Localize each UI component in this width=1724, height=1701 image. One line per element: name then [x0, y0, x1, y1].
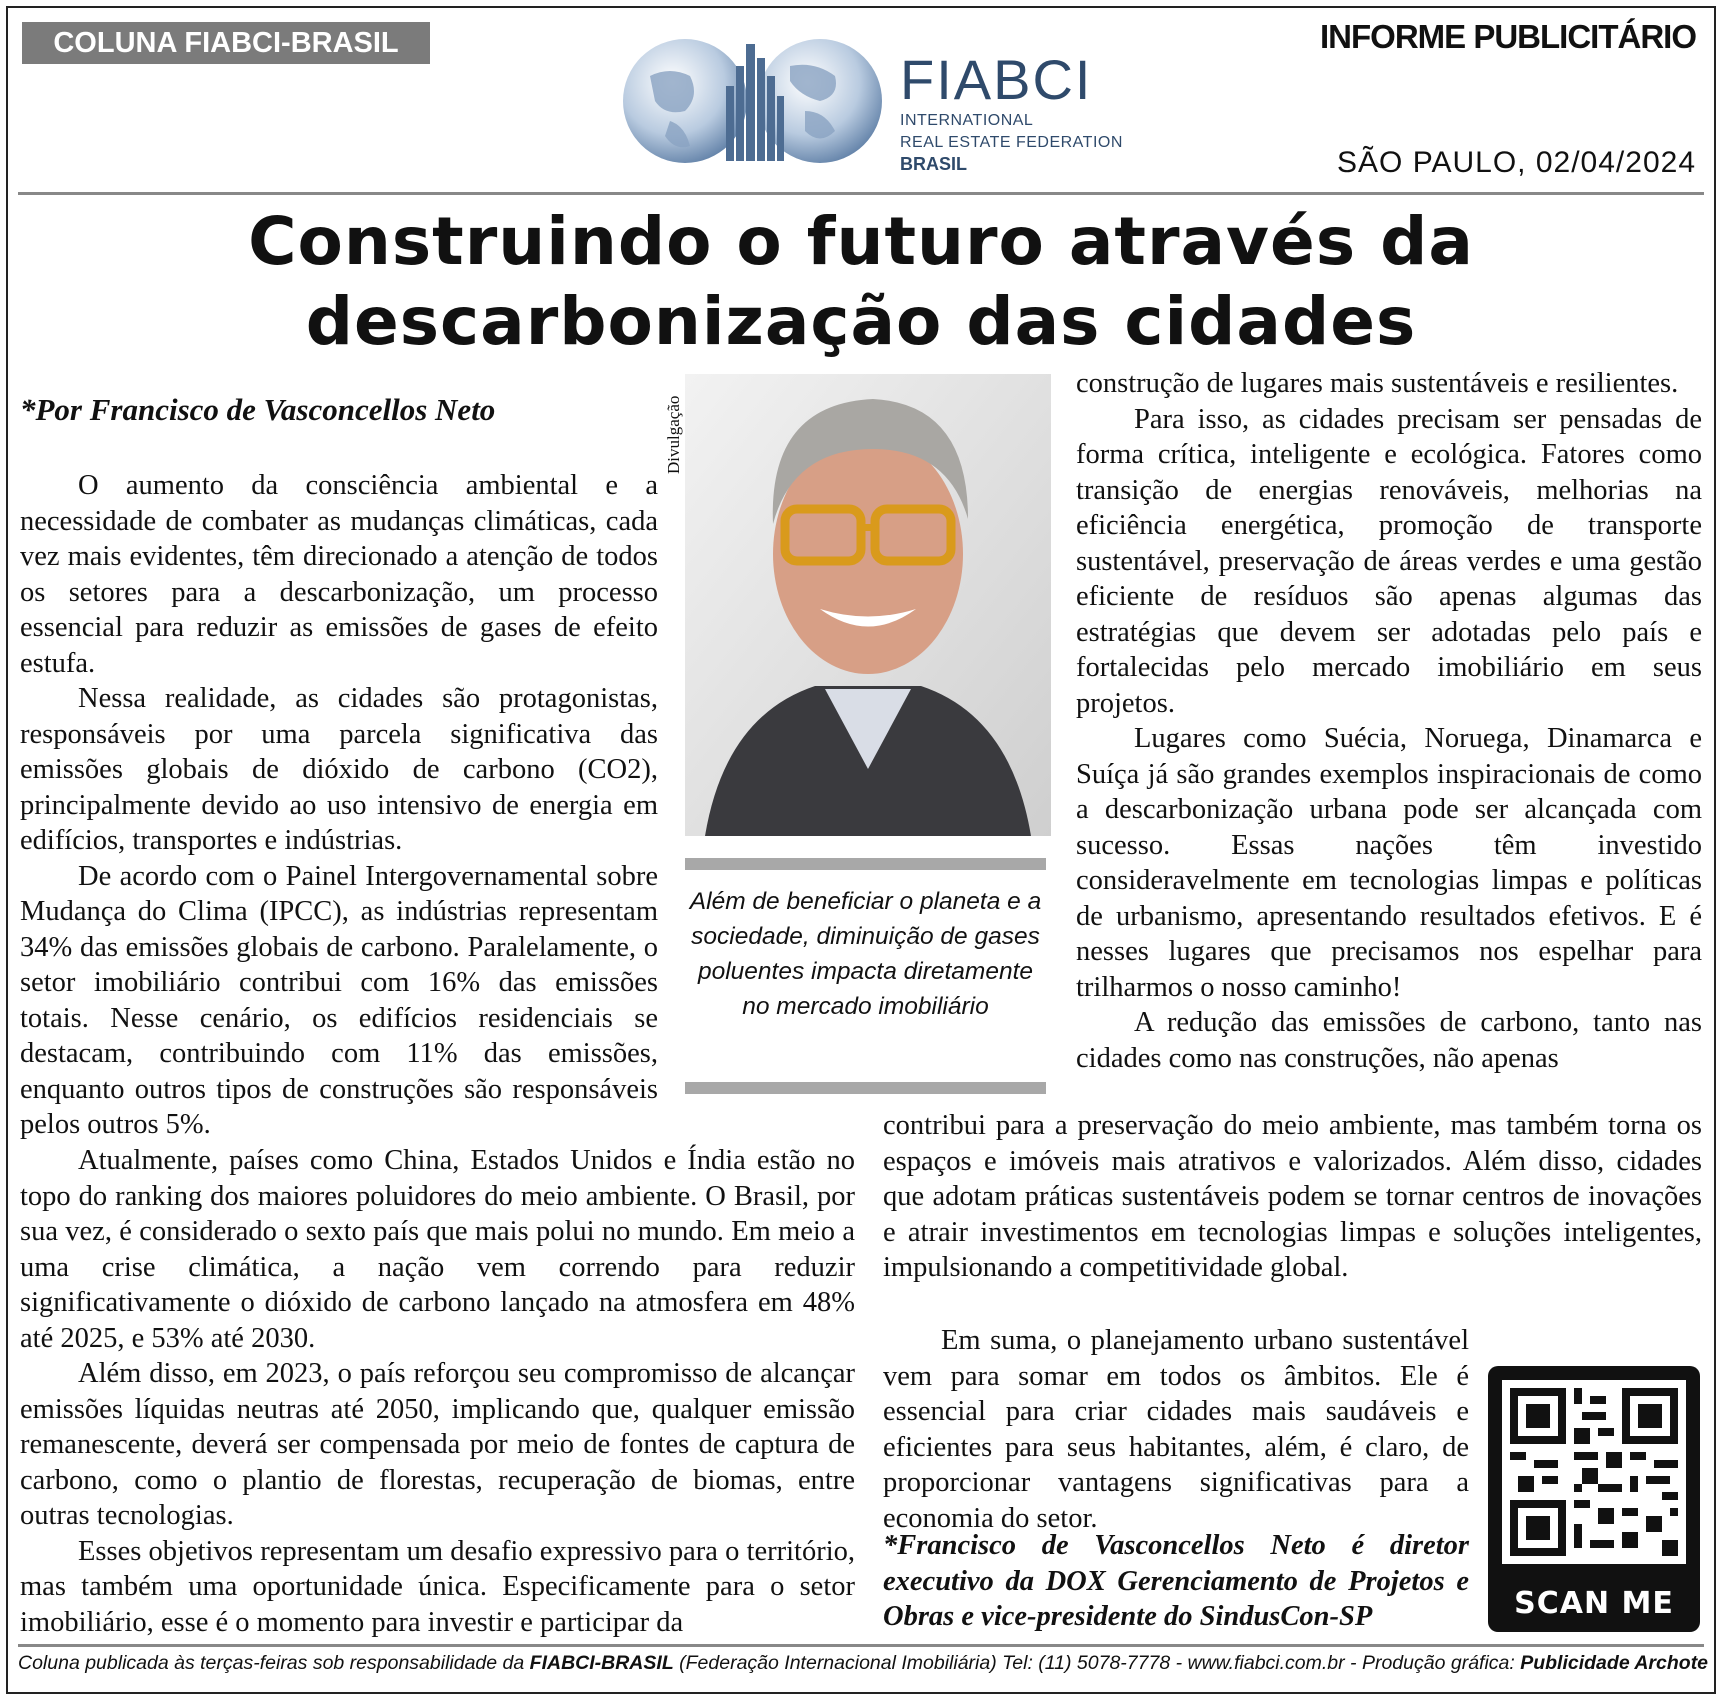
headline-line-2: descarbonização das cidades [305, 283, 1417, 360]
logo-text [900, 48, 1123, 174]
article-column-5 [883, 1323, 1469, 1536]
photo-caption: Além de beneficiar o planeta e a sociedade, diminuição de gases poluentes impacta diretamente no mercado imobiliário [689, 888, 1042, 1020]
paragraph-7: Para isso, as cidades precisam ser pensadas de forma crítica, inteligente e ecológica. Fatores como transição de energias renováveis, melhorias na eficiência energética, promoção de transporte sustentável, preservação de áreas verdes e uma gestão eficiente de resíduos são apenas algumas das estratégias que devem ser adotadas pelo país e fortalecidas pelo mercado imobiliário em seus projetos. [1076, 403, 1702, 719]
paragraph-6: Esses objetivos representam um desafio expressivo para o território, mas também uma oportunidade única. Especificamente para o setor imobiliário, esse é o momento para investir e participar da [20, 1535, 855, 1638]
caption-bottom-bar [685, 1082, 1046, 1094]
paragraph-9: A redução das emissões de carbono, tanto nas cidades como nas construções, não apenas [1076, 1007, 1702, 1074]
logo-subtitle-1: INTERNATIONAL [900, 112, 1034, 129]
top-rule [18, 192, 1704, 195]
paragraph-10: Em suma, o planejamento urbano sustentável vem para somar em todos os âmbitos. Ele é essencial para criar cidades mais saudáveis e eficientes para seus habitantes, além, é claro, de proporcionar vantagens significativas para a economia do setor. [883, 1325, 1469, 1534]
footer-middle: (Federação Internacional Imobiliária) Tel: (11) 5078-7778 - www.fiabci.com.br - Produção gráfica: [673, 1652, 1521, 1674]
scan-me-label: SCAN ME [1514, 1586, 1674, 1621]
qr-code-graphic [1502, 1380, 1686, 1564]
photo-credit [664, 374, 682, 474]
footer-producer: Publicidade Archote [1520, 1652, 1709, 1674]
dateline: SÃO PAULO, 02/04/2024 [1337, 146, 1696, 179]
headline-line-1: Construindo o futuro através da [248, 203, 1474, 280]
article-column-2 [20, 1143, 855, 1640]
article-column-4 [883, 1108, 1702, 1286]
paragraph-2: Nessa realidade, as cidades são protagonistas, responsáveis por uma parcela significativa das emissões globais de dióxido de carbono (CO2), principalmente devido ao uso intensivo de energia em edifícios, transportes e indústrias. [20, 683, 658, 856]
paragraph-5: Além disso, em 2023, o país reforçou seu compromisso de alcançar emissões líquidas neutras até 2050, implicando que, qualquer emissão remanescente, deverá ser compensada por meio de fontes de captura de carbono, como o plantio de florestas, recuperação de biomas, entre outras tecnologias. [20, 1358, 855, 1531]
byline: *Por Francisco de Vasconcellos Neto [20, 392, 496, 427]
logo-subtitle-3: BRASIL [900, 154, 967, 174]
caption-top-bar [685, 858, 1046, 870]
paragraph-3: De acordo com o Painel Intergovernamental sobre Mudança do Clima (IPCC), as indústrias representam 34% das emissões globais de carbono. Paralelamente, o setor imobiliário contribui com 16% das emissões totais. Nesse cenário, os edifícios residenciais se destacam, contribuindo com 11% das emissões, enquanto outros tipos de construções são responsáveis pelos outros 5%. [20, 860, 658, 1140]
paragraph-1: O aumento da consciência ambiental e a necessidade de combater as mudanças climáticas, cada vez mais evidentes, têm direcionado a atenção de todos os setores para a descarbonização, um processo essencial para reduzir as emissões de gases de efeito estufa. [20, 470, 658, 679]
headline [18, 202, 1704, 362]
bottom-rule [18, 1644, 1704, 1647]
author-bio: *Francisco de Vasconcellos Neto é diretor executivo da DOX Gerenciamento de Projetos e Obras e vice-presidente do SindusCon-SP [883, 1530, 1469, 1632]
article-column-1 [20, 468, 658, 1143]
footer-prefix: Coluna publicada às terças-feiras sob responsabilidade da [18, 1652, 530, 1674]
photo-credit-text: Divulgação [664, 395, 683, 474]
logo-subtitle-2: REAL ESTATE FEDERATION [900, 134, 1123, 151]
paragraph-4: Atualmente, países como China, Estados Unidos e Índia estão no topo do ranking dos maiores poluidores do meio ambiente. O Brasil, por sua vez, é considerado o sexto país que mais polui no mundo. Em meio a uma crise climática, a nação vem correndo para reduzir significativamente o dióxido de carbono lançado na atmosfera em 48% até 2025, e 53% até 2030. [20, 1145, 855, 1354]
paragraph-8: Lugares como Suécia, Noruega, Dinamarca e Suíça já são grandes exemplos inspiracionais de como a descarbonização urbana pode ser alcançada com sucesso. Essas nações têm investido consideravelmente em tecnologias limpas e políticas de urbanismo, apresentando resultados efetivos. E é nesses lugares que precisamos nos espelhar para trilharmos o nosso caminho! [1076, 723, 1702, 1003]
footer-credits [18, 1652, 1709, 1675]
article-column-3 [1076, 366, 1702, 1076]
qr-code-icon[interactable] [1502, 1380, 1686, 1564]
logo-name: FIABCI [900, 48, 1093, 111]
paragraph-6-continued: construção de lugares mais sustentáveis e resilientes. [1076, 368, 1679, 399]
paragraph-9-continued: contribui para a preservação do meio ambiente, mas também torna os espaços e imóveis mais atrativos e valorizados. Além disso, cidades que adotam práticas sustentáveis podem se tornar centros de inovações e atrair investimentos em tecnologias limpas e soluções inteligentes, impulsionando a competitividade global. [883, 1110, 1702, 1283]
informe-label: INFORME PUBLICITÁRIO [1320, 18, 1696, 55]
author-photo [685, 374, 1051, 836]
footer-org: FIABCI-BRASIL [529, 1652, 674, 1674]
column-badge: COLUNA FIABCI-BRASIL [22, 22, 430, 64]
